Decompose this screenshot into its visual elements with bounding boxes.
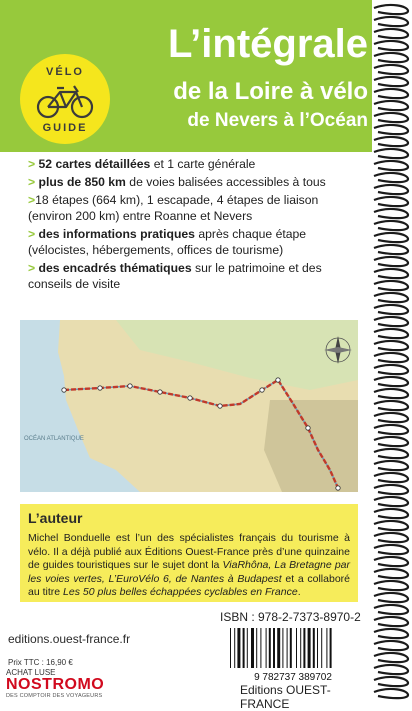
- spiral-coil: [374, 149, 408, 158]
- barcode-bar: [230, 628, 231, 668]
- feature-item: [28, 226, 364, 258]
- spiral-coil: [374, 341, 408, 350]
- feature-item: [28, 174, 364, 190]
- spiral-coil: [374, 629, 408, 638]
- author-bio-italic: ViaRhôna, La Bretagne par les voies vertes, L’EuroVélo 6, de Nantes à Budapest: [28, 559, 350, 585]
- route-map: [20, 320, 358, 492]
- spiral-coil: [374, 401, 408, 410]
- author-bio: [28, 532, 350, 600]
- bullet-marker: >: [28, 157, 39, 171]
- bullet-marker: >: [28, 227, 39, 241]
- spiral-coil: [374, 581, 408, 590]
- spiral-coil: [374, 653, 408, 662]
- spiral-coil: [374, 89, 408, 98]
- spiral-coil: [374, 461, 408, 470]
- spiral-coil: [374, 689, 408, 698]
- book-subtitle-2: de Nevers à l’Océan: [187, 110, 368, 131]
- spiral-coil: [374, 329, 408, 338]
- barcode-bar: [321, 628, 322, 668]
- spiral-coil: [374, 281, 408, 290]
- bullet-marker: >: [28, 193, 36, 207]
- spiral-coil: [374, 113, 408, 122]
- feature-bold: des encadrés thématiques: [38, 261, 192, 275]
- barcode-bar: [266, 628, 267, 668]
- spiral-coil: [374, 65, 408, 74]
- spiral-coil: [374, 353, 408, 362]
- spiral-coil: [374, 185, 408, 194]
- spiral-coil: [374, 125, 408, 134]
- barcode-bar: [237, 628, 240, 668]
- barcode-bar: [330, 628, 332, 668]
- author-heading: L’auteur: [28, 510, 83, 526]
- velo-guide-badge: [20, 54, 110, 144]
- barcode-bar: [234, 628, 235, 668]
- barcode-bar: [290, 628, 292, 668]
- bullet-marker: >: [28, 261, 39, 275]
- author-bio-italic: Les 50 plus belles échappées cyclables en France: [63, 586, 298, 598]
- feature-text: 18 étapes (664 km), 1 escapade, 4 étapes de liaison (environ 200 km) entre Roanne et Nevers: [28, 193, 319, 223]
- spiral-coil: [374, 197, 408, 206]
- spiral-coil: [374, 221, 408, 230]
- map-graphic: [20, 320, 358, 492]
- spiral-coil: [374, 305, 408, 314]
- spiral-coil: [374, 293, 408, 302]
- spiral-coil: [374, 209, 408, 218]
- feature-text: et 1 carte générale: [150, 157, 256, 171]
- spiral-coil: [374, 17, 408, 26]
- bicycle-icon: [36, 80, 94, 120]
- spiral-coil: [374, 557, 408, 566]
- spiral-coil: [374, 569, 408, 578]
- book-subtitle-1: de la Loire à vélo: [173, 78, 368, 105]
- spiral-coil: [374, 53, 408, 62]
- spiral-coil: [374, 617, 408, 626]
- spiral-coil: [374, 161, 408, 170]
- barcode-bar: [282, 628, 283, 668]
- spiral-coil: [374, 449, 408, 458]
- shop-tagline: DES COMPTOIR DES VOYAGEURS: [6, 693, 103, 699]
- land-south-east: [264, 400, 358, 492]
- bullet-marker: >: [28, 175, 39, 189]
- spiral-coil: [374, 533, 408, 542]
- feature-bold: des informations pratiques: [38, 227, 195, 241]
- feature-item: [28, 192, 364, 224]
- spiral-coil: [374, 677, 408, 686]
- shop-top-text: ACHAT LUSE: [6, 668, 56, 677]
- publisher-name: Editions OUEST-FRANCE: [240, 683, 331, 711]
- isbn-number: ISBN : 978-2-7373-8970-2: [220, 610, 361, 624]
- barcode-bar: [247, 628, 248, 668]
- spiral-coil: [374, 665, 408, 674]
- badge-bottom-text: GUIDE: [42, 122, 88, 134]
- spiral-coil: [374, 497, 408, 506]
- spiral-coil: [374, 41, 408, 50]
- spiral-coil: [374, 101, 408, 110]
- sea-label: OCÉAN ATLANTIQUE: [24, 436, 84, 442]
- barcode-bar: [300, 628, 301, 668]
- barcode-bar: [260, 628, 261, 668]
- spiral-coil: [374, 509, 408, 518]
- barcode-bar: [277, 628, 280, 668]
- barcode-bar: [251, 628, 254, 668]
- spiral-coil: [374, 365, 408, 374]
- spiral-coil: [374, 29, 408, 38]
- feature-text: après chaque étape (vélocistes, hébergements, offices de tourisme): [28, 227, 307, 257]
- spiral-binding: [372, 0, 412, 700]
- cover-header: [0, 0, 372, 152]
- feature-item: [28, 156, 364, 172]
- barcode-bar: [317, 628, 318, 668]
- shop-name: NOSTROMO: [6, 676, 105, 693]
- spiral-coil: [374, 377, 408, 386]
- spiral-coil: [374, 593, 408, 602]
- book-title: L’intégrale: [167, 22, 368, 66]
- author-bio-part: Michel Bonduelle est l’un des spécialistes français du tourisme à vélo. Il a déjà publié aux Éditions Ouest-France près d’une quinzaine de guides touristiques sur le sujet dont la: [28, 532, 350, 571]
- spiral-coil: [374, 257, 408, 266]
- spiral-coil: [374, 545, 408, 554]
- barcode-bar: [303, 628, 305, 668]
- spiral-coil: [374, 5, 408, 14]
- spiral-coil: [374, 425, 408, 434]
- spiral-coil: [374, 77, 408, 86]
- feature-text: de voies balisées accessibles à tous: [125, 175, 326, 189]
- feature-bold: 52 cartes détaillées: [38, 157, 151, 171]
- barcode-bar: [313, 628, 315, 668]
- spiral-coil: [374, 317, 408, 326]
- barcode-icon: [224, 626, 362, 682]
- spiral-coil: [374, 137, 408, 146]
- spiral-coil: [374, 521, 408, 530]
- spiral-coil: [374, 485, 408, 494]
- barcode-bar: [256, 628, 257, 668]
- barcode-bar: [269, 628, 271, 668]
- feature-text: sur le patrimoine et des conseils de visite: [28, 261, 322, 291]
- publisher-website: editions.ouest-france.fr: [8, 632, 131, 646]
- barcode-bar: [287, 628, 288, 668]
- spiral-coil: [374, 233, 408, 242]
- feature-list: [28, 156, 364, 294]
- barcode-bar: [243, 628, 245, 668]
- feature-bold: plus de 850 km: [38, 175, 126, 189]
- spiral-coil: [374, 413, 408, 422]
- barcode-bar: [326, 628, 327, 668]
- barcode-bar: [296, 628, 297, 668]
- author-bio-part: et a collaboré au titre: [28, 572, 350, 598]
- spiral-coil: [374, 389, 408, 398]
- spiral-coil: [374, 269, 408, 278]
- barcode-bar: [273, 628, 275, 668]
- price-sticker: Prix TTC : 16,90 €: [8, 658, 73, 667]
- spiral-coil: [374, 605, 408, 614]
- badge-top-text: VÉLO: [46, 66, 84, 78]
- feature-item: [28, 260, 364, 292]
- spiral-coil: [374, 173, 408, 182]
- barcode-number: 9 782737 389702: [254, 672, 332, 682]
- shop-sticker: [6, 668, 118, 699]
- spiral-coil: [374, 437, 408, 446]
- barcode-bar: [308, 628, 311, 668]
- author-box: [20, 504, 358, 602]
- author-bio-part: .: [297, 586, 301, 598]
- spiral-coil: [374, 641, 408, 650]
- spiral-coil: [374, 245, 408, 254]
- spiral-coil: [374, 473, 408, 482]
